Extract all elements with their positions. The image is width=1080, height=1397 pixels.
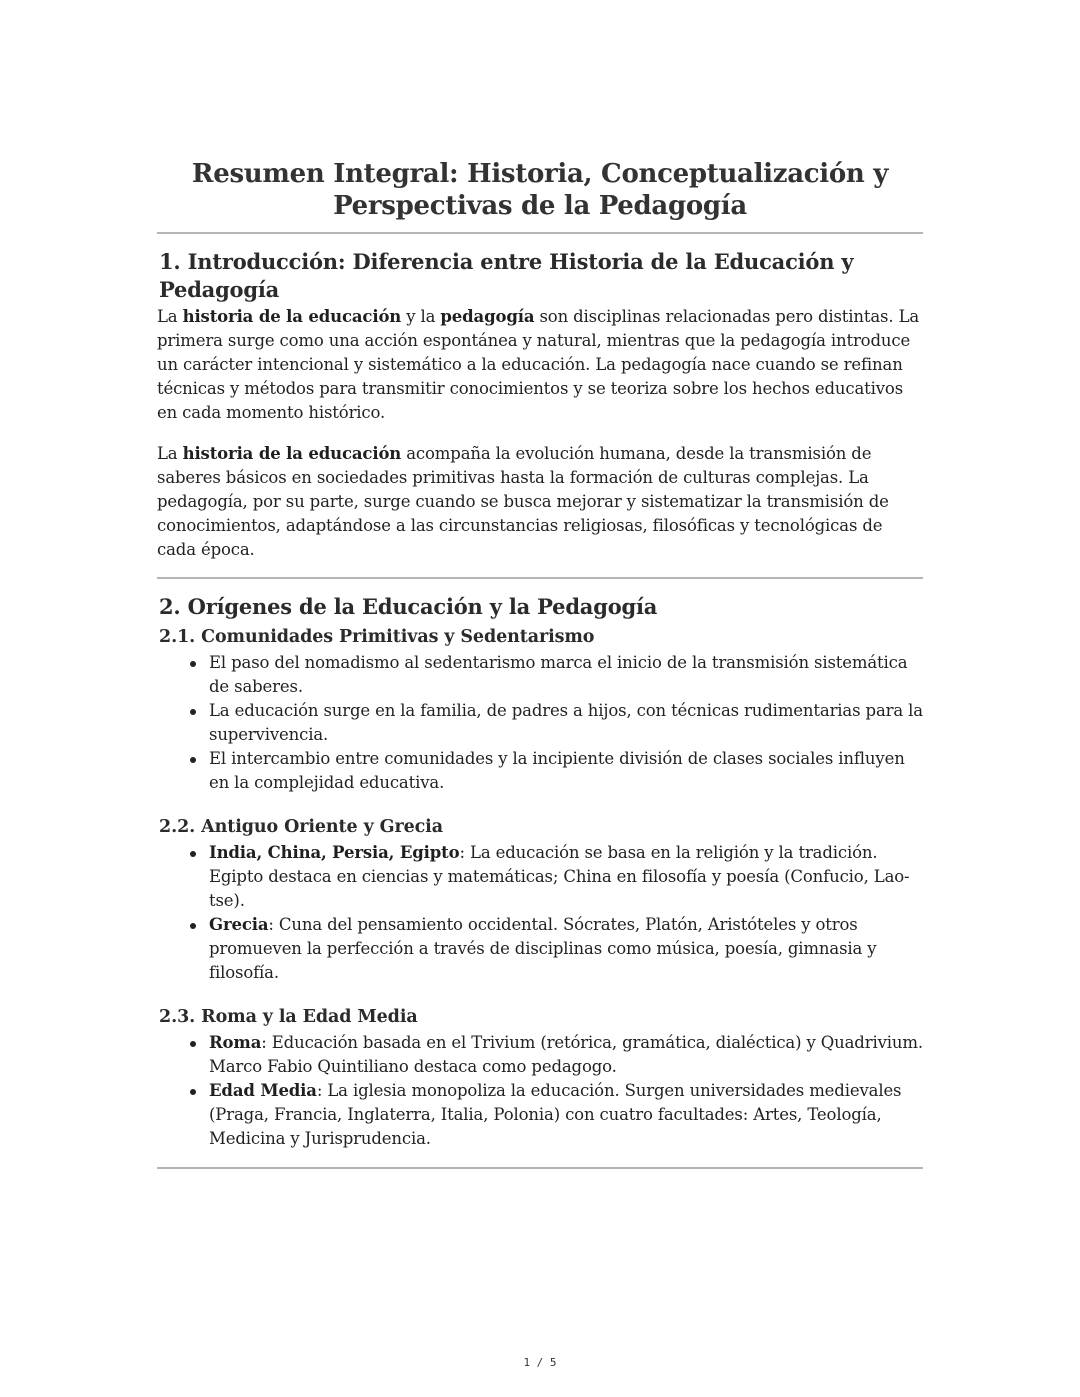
subsection-2-1-list bbox=[157, 651, 923, 795]
bullet bbox=[190, 757, 196, 763]
section-2-heading: 2. Orígenes de la Educación y la Pedagogía bbox=[159, 594, 658, 619]
bullet bbox=[190, 923, 196, 929]
list-item: India, China, Persia, Egipto: La educación se basa en la religión y la tradición. Egipto destaca en ciencias y matemáticas; China en filosofía y poesía (Confucio, Lao-tse). bbox=[157, 841, 923, 913]
subsection-2-2-heading: 2.2. Antiguo Oriente y Grecia bbox=[159, 817, 443, 837]
subsection-2-3-heading: 2.3. Roma y la Edad Media bbox=[159, 1007, 418, 1027]
bullet bbox=[190, 1041, 196, 1047]
list-item: Grecia: Cuna del pensamiento occidental. Sócrates, Platón, Aristóteles y otros promueven la perfección a través de disciplinas como música, poesía, gimnasia y filosofía. bbox=[157, 913, 923, 985]
divider bbox=[157, 232, 923, 234]
page-indicator: 1 / 5 bbox=[523, 1356, 557, 1369]
section-1-paragraph-1: La historia de la educación y la pedagogía son disciplinas relacionadas pero distintas. La primera surge como una acción espontánea y natural, mientras que la pedagogía introduce un carácter intencional y sistemático a la educación. La pedagogía nace cuando se refinan técnicas y métodos para transmitir conocimientos y se teoriza sobre los hechos educativos en cada momento histórico. bbox=[157, 307, 920, 422]
list-item: La educación surge en la familia, de padres a hijos, con técnicas rudimentarias para la supervivencia. bbox=[157, 699, 923, 747]
subsection-2-1-heading: 2.1. Comunidades Primitivas y Sedentarismo bbox=[159, 627, 595, 647]
page-title: Resumen Integral: Historia, Conceptualización y Perspectivas de la Pedagogía bbox=[191, 159, 889, 221]
bullet bbox=[190, 851, 196, 857]
bullet bbox=[190, 661, 196, 667]
subsection-2-2-list bbox=[157, 841, 923, 985]
list-item: Edad Media: La iglesia monopoliza la educación. Surgen universidades medievales (Praga, Francia, Inglaterra, Italia, Polonia) con cuatro facultades: Artes, Teología, Medicina y Jurisprudencia. bbox=[157, 1079, 923, 1151]
list-item: El paso del nomadismo al sedentarismo marca el inicio de la transmisión sistemática de saberes. bbox=[157, 651, 923, 699]
bullet bbox=[190, 709, 196, 715]
document-page bbox=[157, 158, 923, 1169]
divider bbox=[157, 577, 923, 579]
bullet bbox=[190, 1089, 196, 1095]
subsection-2-3-list bbox=[157, 1031, 923, 1151]
list-item: Roma: Educación basada en el Trivium (retórica, gramática, dialéctica) y Quadrivium. Marco Fabio Quintiliano destaca como pedagogo. bbox=[157, 1031, 923, 1079]
divider bbox=[157, 1167, 923, 1169]
section-1-paragraph-2: La historia de la educación acompaña la evolución humana, desde la transmisión de saberes básicos en sociedades primitivas hasta la formación de culturas complejas. La pedagogía, por su parte, surge cuando se busca mejorar y sistematizar la transmisión de conocimientos, adaptándose a las circunstancias religiosas, filosóficas y tecnológicas de cada época. bbox=[157, 444, 889, 559]
list-item: El intercambio entre comunidades y la incipiente división de clases sociales influyen en la complejidad educativa. bbox=[157, 747, 923, 795]
section-1-heading: 1. Introducción: Diferencia entre Historia de la Educación y Pedagogía bbox=[159, 249, 854, 302]
